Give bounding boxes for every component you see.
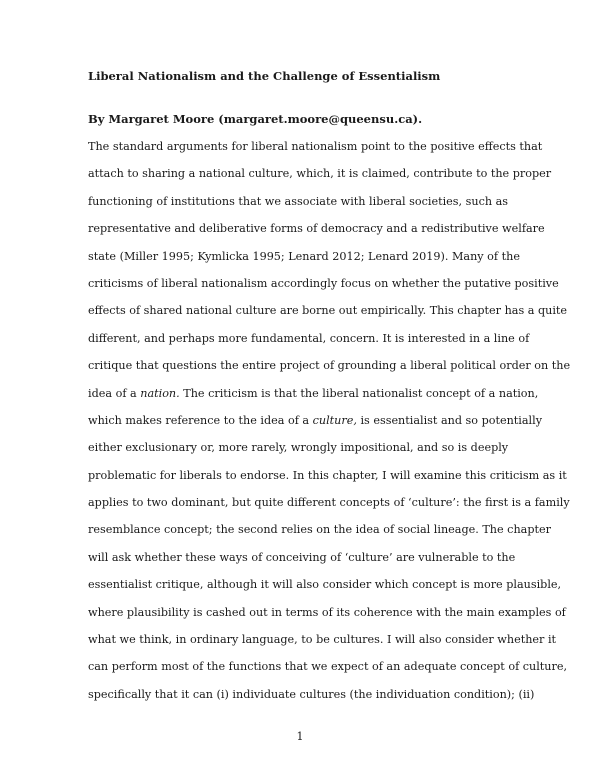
page-number: 1 [296,730,304,743]
text-line [88,385,539,412]
text-run: is essentialist and so potentially [356,413,543,427]
text-line: criticisms of liberal nationalism accordingly focus on whether the putative positive [88,276,559,290]
text-run: The criticism is that the liberal nationalist concept of a nation, [179,386,539,400]
text-line: resemblance concept; the second relies on the idea of social lineage. The chapter [88,523,551,537]
text-line [88,412,543,439]
text-line: different, and perhaps more fundamental, concern. It is interested in a line of [88,331,530,345]
text-line: specifically that it can (i) individuate cultures (the individuation condition); (ii) [88,687,535,701]
text-line: functioning of institutions that we associate with liberal societies, such as [88,194,509,208]
text-line: The standard arguments for liberal nationalism point to the positive effects that [88,140,543,153]
text-line: can perform most of the functions that we expect of an adequate concept of culture, [88,660,568,674]
document-title: Liberal Nationalism and the Challenge of Essentialism [88,69,441,83]
text-line: attach to sharing a national culture, which, it is claimed, contribute to the proper [88,167,552,181]
body-text [88,138,571,713]
text-run: which makes reference to the idea of a [88,413,313,427]
text-line: either exclusionary or, more rarely, wrongly impositional, and so is deeply [88,441,509,455]
text-line: essentialist critique, although it will also consider which concept is more plausible, [88,578,562,592]
author-byline: By Margaret Moore (margaret.moore@queensu.ca). [88,112,423,126]
emphasis-nation: nation. [140,386,180,400]
text-run: idea of a [88,386,141,400]
text-line: representative and deliberative forms of democracy and a redistributive welfare [88,222,545,236]
emphasis-culture: culture, [312,413,357,427]
text-line: effects of shared national culture are borne out empirically. This chapter has a quite [88,304,568,318]
text-line: will ask whether these ways of conceiving of ‘culture’ are vulnerable to the [88,550,516,564]
text-line: where plausibility is cashed out in terms of its coherence with the main examples of [88,605,566,619]
text-line: applies to two dominant, but quite different concepts of ‘culture’: the first is a family [88,496,570,510]
text-line: state (Miller 1995; Kymlicka 1995; Lenard 2012; Lenard 2019). Many of the [88,249,520,263]
text-line: what we think, in ordinary language, to be cultures. I will also consider whether it [88,633,557,647]
text-line: problematic for liberals to endorse. In this chapter, I will examine this criticism as it [88,468,567,482]
text-line: critique that questions the entire project of grounding a liberal political order on the [88,359,571,373]
